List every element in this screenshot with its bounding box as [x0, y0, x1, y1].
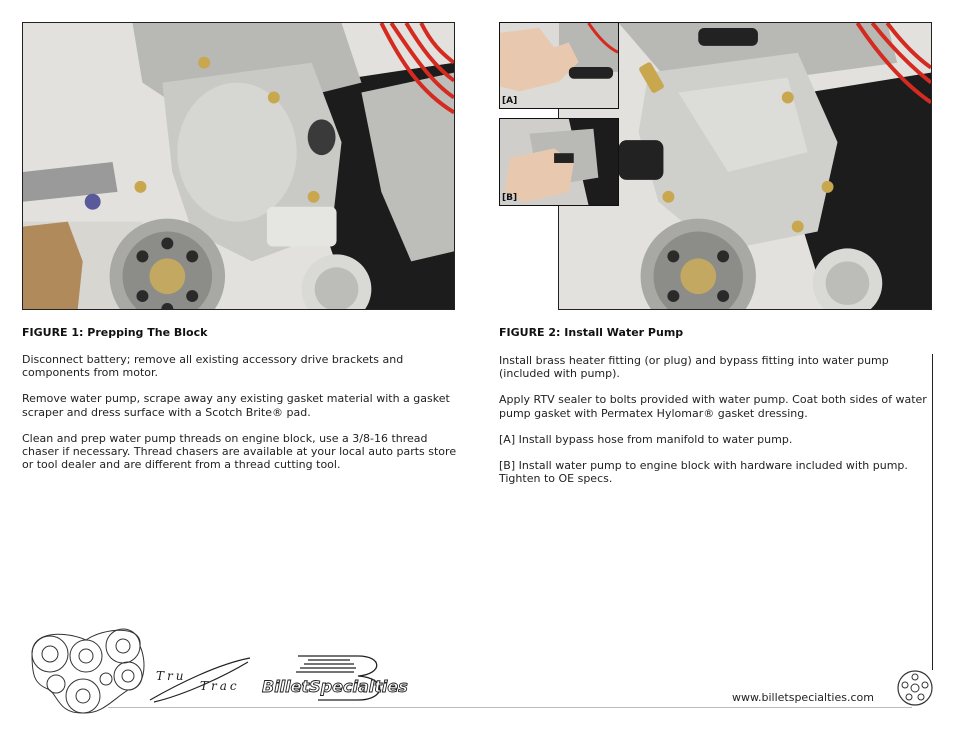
serpentine-drive-logo — [28, 624, 150, 714]
figure2-paragraph: Apply RTV sealer to bolts provided with water pump. Coat both sides of water pump gasket with Permatex Hylomar® gasket dressing. — [499, 393, 927, 420]
figure1-photo — [22, 22, 455, 310]
billet-specialties-logo — [258, 650, 418, 706]
inset-b-label: [B] — [502, 193, 518, 203]
figure1-title: FIGURE 1: Prepping The Block — [22, 326, 208, 339]
figure1-body — [22, 353, 458, 484]
website-url[interactable]: www.billetspecialties.com — [732, 691, 874, 704]
inset-b-photo — [499, 118, 619, 206]
footer-rule — [108, 707, 912, 708]
figure1-paragraph: Remove water pump, scrape away any existing gasket material with a gasket scraper and dress surface with a Scotch Brite® pad. — [22, 392, 450, 419]
trutrac-logo-text: Tru — [156, 669, 187, 683]
figure1-paragraph: Disconnect battery; remove all existing accessory drive brackets and components from motor. — [22, 353, 404, 380]
figure2-paragraph: Install brass heater fitting (or plug) and bypass fitting into water pump (included with pump). — [499, 354, 889, 381]
right-margin-rule — [932, 354, 933, 670]
trutrac-logo — [148, 654, 252, 704]
inset-a-photo — [499, 22, 619, 109]
figure2-title: FIGURE 2: Install Water Pump — [499, 326, 684, 339]
figure2-body — [499, 354, 931, 498]
svg-text:BilletSpecialties: BilletSpecialties — [262, 677, 408, 696]
inset-a-label: [A] — [502, 96, 518, 106]
pulley-icon — [896, 669, 934, 707]
figure2-paragraph: [A] Install bypass hose from manifold to water pump. — [499, 432, 793, 446]
trutrac-logo-text: Trac — [200, 679, 240, 693]
figure1-paragraph: Clean and prep water pump threads on engine block, use a 3/8-16 thread chaser if necessary. Thread chasers are available at your local auto parts store or tool dealer and are different from a thread cutting tool. — [22, 431, 457, 472]
figure2-paragraph: [B] Install water pump to engine block with hardware included with pump. Tighten to OE specs. — [499, 459, 908, 486]
